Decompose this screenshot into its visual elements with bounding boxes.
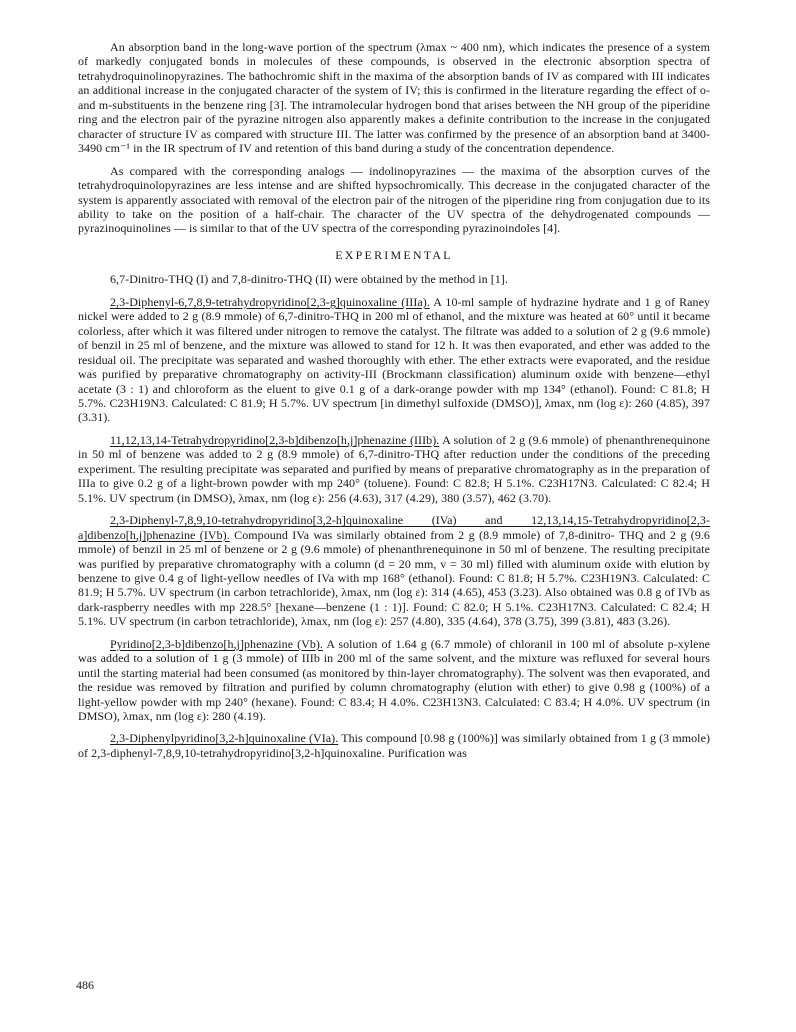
procedure-iva-ivb xyxy=(78,513,710,629)
procedure-title: 2,3-Diphenylpyridino[3,2-h]quinoxaline (VIa). xyxy=(110,731,339,746)
procedure-body: A 10-ml sample of hydrazine hydrate and 1 g of Raney nickel were added to 2 g (8.9 mmole) of 6,7-dinitro-THQ in 200 ml of ethanol, and the mixture was heated at 60° until it became colorless, after which it was filtered under nitrogen to remove the catalyst. The filtrate was added to a solution of 2 g (9.6 mmole) of benzil in 25 ml of benzene, and the mixture was allowed to stand for 12 h. It was then evaporated, and ether was added to the residual oil. The precipitate was separated and washed thoroughly with ether. The ether extracts were evaporated, and the residue was purified by preparative chromatography on activity-III (Brockmann classification) aluminum oxide with benzene—ethyl acetate (3 : 1) and chloroform as the eluent to give 0.1 g of a dark-orange powder with mp 134° (ethanol). Found: C 81.8; H 5.7%. C23H19N3. Calculated: C 81.9; H 5.7%. UV spectrum [in dimethyl sulfoxide (DMSO)], λmax, nm (log ε): 260 (4.85), 397 (3.31). xyxy=(78,294,710,425)
procedure-body: This compound [0.98 g (100%)] was similarly obtained from 1 g (3 mmole) of 2,3-diphenyl-7,8,9,10-tetrahydropyridino[3,2-h]quinoxaline. Purification was xyxy=(78,731,710,760)
intro-paragraph-2: As compared with the corresponding analogs — indolinopyrazines — the maxima of the absorption curves of the tetrahydroquinolopyrazines are less intense and are shifted hypsochromically. This decrease in the conjugated character of the system is apparently associated with removal of the electron pair of the nitrogen of the piperidine ring from conjugation due to its ability to take on the position of a half-chair. The character of the UV spectra of the dehydrogenated compounds — pyrazinoquinolines — is similar to that of the UV spectra of the corresponding pyrazinoindoles [4]. xyxy=(78,163,710,236)
procedure-body: A solution of 1.64 g (6.7 mmole) of chloranil in 100 ml of absolute p-xylene was added to a solution of 1 g (3 mmole) of IIIb in 200 ml of the same solvent, and the mixture was refluxed for several hours until the starting material had been consumed (as monitored by thin-layer chromatography). The solvent was then evaporated, and the residue was removed by filtration and purified by column chromatography (elution with ether) to give 0.98 g (100%) of a light-yellow powder with mp 240° (hexane). Found: C 83.4; H 4.0%. C23H13N3. Calculated: C 83.4; H 4.0%. UV spectrum (in DMSO), λmax, nm (log ε): 280 (4.19). xyxy=(78,636,710,724)
body-text xyxy=(78,40,710,768)
page-number: 486 xyxy=(76,978,94,992)
procedure-iiib xyxy=(78,433,710,505)
section-heading-experimental: EXPERIMENTAL xyxy=(335,247,453,262)
procedure-title: 11,12,13,14-Tetrahydropyridino[2,3-b]dibenzo[h,j]phenazine (IIIb). xyxy=(110,432,440,447)
procedure-body: A solution of 2 g (9.6 mmole) of phenanthrenequinone in 50 ml of benzene was added to 2 g (8.9 mmole) of 6,7-dinitro-THQ after reduction under the conditions of the preceding experiment. The resulting precipitate was separated and purified by means of preparative chromatography as in the preparation of IIIa to give 0.2 g of a light-brown powder with mp 240° (toluene). Found: C 82.8; H 5.1%. C23H17N3. Calculated: C 82.4; H 5.1%. UV spectrum (in DMSO), λmax, nm (log ε): 256 (4.63), 317 (4.29), 380 (3.57), 462 (3.70). xyxy=(78,432,710,505)
intro-paragraph-1: An absorption band in the long-wave portion of the spectrum (λmax ~ 400 nm), which indicates the presence of a system of markedly conjugated bonds in molecules of these compounds, is observed in the electronic absorption spectra of tetrahydroquinolinopyrazines. The bathochromic shift in the maxima of the absorption bands of IV as compared with III indicates an additional increase in the conjugated character of the system of IV; this is confirmed in the literature regarding the effect of o- and m-substituents in the benzene ring [3]. The intramolecular hydrogen bond that arises between the NH group of the piperidine ring and the electron pair of the pyrazine nitrogen also apparently makes a definite contribution to the increase in the conjugated character of structure IV as compared with structure III. The latter was confirmed by the presence of an absorption band at 3400-3490 cm⁻¹ in the IR spectrum of IV and retention of this band during a study of the concentration dependence. xyxy=(78,40,710,156)
procedure-vb xyxy=(78,637,710,724)
procedure-title: Pyridino[2,3-b]dibenzo[h,j]phenazine (Vb). xyxy=(110,636,323,651)
procedure-iiia xyxy=(78,295,710,425)
procedure-title: 2,3-Diphenyl-7,8,9,10-tetrahydropyridino[3,2-h]quinoxaline (IVa) and 12,13,14,15-Tetrahydropyridino[2,3-a]dibenzo[h,j]phenazine (IVb). xyxy=(78,513,710,542)
procedure-via xyxy=(78,731,710,760)
experimental-intro: 6,7-Dinitro-THQ (I) and 7,8-dinitro-THQ (II) were obtained by the method in [1]. xyxy=(110,272,508,287)
procedure-title: 2,3-Diphenyl-6,7,8,9-tetrahydropyridino[2,3-g]quinoxaline (IIIa). xyxy=(110,294,430,309)
procedure-body: Compound IVa was similarly obtained from 2 g (8.9 mmole) of 7,8-dinitro- THQ and 2 g (9.6 mmole) of benzil in 25 ml of benzene or 2 g (9.6 mmole) of phenanthrenequinone in 50 ml of benzene. The resulting precipitate was purified by preparative chromatography with a column (d = 20 mm, v = 30 ml) filled with aluminum oxide with elution by benzene to give 0.4 g of light-yellow needles of IVa with mp 168° (ethanol). Found: C 81.8; H 5.7%. C23H19N3. Calculated: C 81.9; H 5.7%. UV spectrum (in carbon tetrachloride), λmax, nm (log ε): 314 (4.65), 453 (3.23). Also obtained was 0.8 g of IVb as dark-raspberry needles with mp 228.5° [hexane—benzene (1 : 1)]. Found: C 82.0; H 5.1%. C23H17N3. Calculated: C 82.4; H 5.1%. UV spectrum (in carbon tetrachloride), λmax, nm (log ε): 257 (4.80), 335 (4.64), 378 (3.75), 399 (3.81), 483 (3.26). xyxy=(78,527,710,629)
